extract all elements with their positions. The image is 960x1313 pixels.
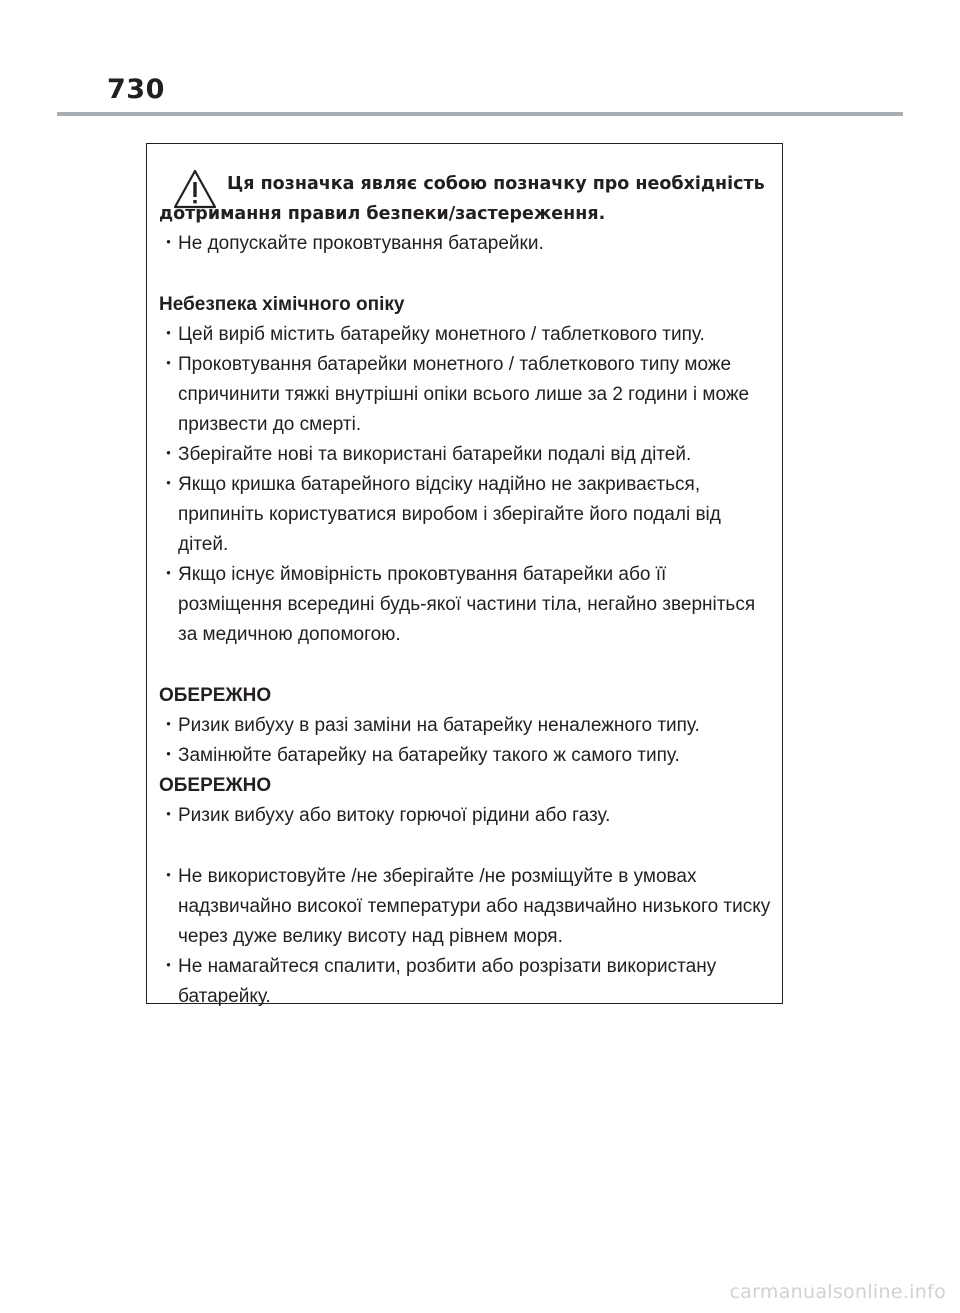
chemical-burn-heading: Небезпека хімічного опіку xyxy=(159,294,405,315)
bullet-marker: ･ xyxy=(163,444,174,465)
bullet-marker: ･ xyxy=(163,805,174,826)
bullet-marker: ･ xyxy=(163,564,174,585)
caution-bullet-text: Ризик вибуху в разі заміни на батарейку неналежного типу. xyxy=(178,715,700,736)
bullet-marker: ･ xyxy=(163,354,174,375)
watermark: carmanualsonline.info xyxy=(729,1281,946,1303)
list-item xyxy=(159,711,771,741)
caution-heading: ОБЕРЕЖНО xyxy=(159,685,272,706)
battery-warning-box xyxy=(146,143,783,1007)
list-item xyxy=(159,320,771,350)
bullet-marker: ･ xyxy=(163,866,174,887)
storage-bullet-text: Не намагайтеся спалити, розбити або розрізати використану батарейку. xyxy=(178,956,717,1007)
intro-bullet-text: Не допускайте проковтування батарейки. xyxy=(178,233,544,254)
warning-intro-line-2: дотримання правил безпеки/застереження. xyxy=(159,204,606,224)
list-item xyxy=(159,741,771,771)
bullet-marker: ･ xyxy=(163,324,174,345)
chemical-bullet-text: Якщо існує ймовірність проковтування батарейки або її розміщення всередині будь-якої частини тіла, негайно зверніться за медичною допомогою. xyxy=(178,564,756,645)
warning-intro-line-1: Ця позначка являє собою позначку про необхідність xyxy=(227,174,765,194)
storage-bullet-text: Не використовуйте /не зберігайте /не розміщуйте в умовах надзвичайно високої температури або надзвичайно низького тиску через дуже велику висоту над рівнем моря. xyxy=(178,866,771,947)
warning-box-content xyxy=(159,169,771,1012)
bullet-marker: ･ xyxy=(163,956,174,977)
bullet-marker: ･ xyxy=(163,474,174,495)
caution-bullet-text: Ризик вибуху або витоку горючої рідини або газу. xyxy=(178,805,611,826)
page-number: 730 xyxy=(107,74,165,105)
list-item xyxy=(159,470,771,560)
chemical-bullet-text: Зберігайте нові та використані батарейки подалі від дітей. xyxy=(178,444,692,465)
bullet-marker: ･ xyxy=(163,745,174,766)
list-item xyxy=(159,862,771,952)
chemical-bullet-text: Якщо кришка батарейного відсіку надійно не закривається, припиніть користуватися виробом і зберігайте його подалі від дітей. xyxy=(178,474,721,555)
chemical-bullet-text: Цей виріб містить батарейку монетного / таблеткового типу. xyxy=(178,324,705,345)
bullet-marker: ･ xyxy=(163,233,174,254)
warning-triangle-icon xyxy=(173,169,217,209)
list-item xyxy=(159,440,771,470)
list-item xyxy=(159,801,771,831)
list-item xyxy=(159,952,771,1012)
caution-bullet-text: Замінюйте батарейку на батарейку такого ж самого типу. xyxy=(178,745,680,766)
list-item xyxy=(159,350,771,440)
warning-intro xyxy=(159,169,771,229)
header-divider xyxy=(57,112,903,116)
caution-heading: ОБЕРЕЖНО xyxy=(159,775,272,796)
bullet-marker: ･ xyxy=(163,715,174,736)
list-item xyxy=(159,560,771,650)
chemical-bullet-text: Проковтування батарейки монетного / таблеткового типу може спричинити тяжкі внутрішні опіки всього лише за 2 години і може призвести до смерті. xyxy=(178,354,750,435)
list-item xyxy=(159,229,771,259)
